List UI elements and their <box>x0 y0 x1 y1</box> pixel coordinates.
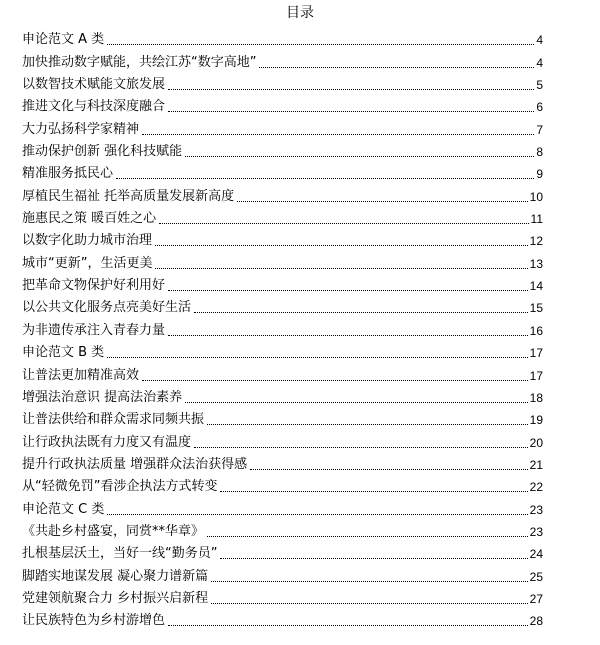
toc-entry-label[interactable]: 党建领航聚合力 乡村振兴启新程 <box>22 590 209 606</box>
toc-list <box>22 26 543 629</box>
toc-entry-label[interactable]: 城市“更新”，生活更美 <box>22 255 153 271</box>
toc-entry-label[interactable]: 《共赴乡村盛宴，同赏**华章》 <box>22 523 205 539</box>
dot-leader <box>155 268 527 269</box>
toc-entry[interactable] <box>22 294 543 316</box>
dot-leader <box>107 44 534 45</box>
toc-entry[interactable] <box>22 361 543 383</box>
dot-leader <box>211 581 528 582</box>
dot-leader <box>220 558 527 559</box>
dot-leader <box>168 335 528 336</box>
dot-leader <box>159 223 528 224</box>
toc-entry-page[interactable]: 11 <box>530 212 543 227</box>
dot-leader <box>155 245 528 246</box>
toc-entry[interactable] <box>22 607 543 629</box>
toc-entry-page[interactable]: 17 <box>529 368 543 383</box>
toc-entry-label[interactable]: 增强法治意识 提高法治素养 <box>22 389 183 405</box>
toc-entry-page[interactable]: 10 <box>529 189 543 204</box>
dot-leader <box>168 290 528 291</box>
dot-leader <box>207 536 528 537</box>
dot-leader <box>194 447 528 448</box>
dot-leader <box>142 134 534 135</box>
toc-entry[interactable] <box>22 115 543 137</box>
toc-entry[interactable] <box>22 138 543 160</box>
toc-entry-page[interactable]: 23 <box>529 524 543 539</box>
dot-leader <box>250 469 528 470</box>
dot-leader <box>194 312 528 313</box>
toc-entry-label[interactable]: 提升行政执法质量 增强群众法治获得感 <box>22 456 248 472</box>
toc-entry[interactable] <box>22 205 543 227</box>
toc-entry-label[interactable]: 加快推动数字赋能，共绘江苏“数字高地” <box>22 54 257 70</box>
toc-entry-page[interactable]: 19 <box>529 413 543 428</box>
dot-leader <box>211 603 528 604</box>
toc-entry-label[interactable]: 申论范文 A 类 <box>22 32 105 48</box>
toc-entry[interactable] <box>22 562 543 584</box>
toc-entry-label[interactable]: 让行政执法既有力度又有温度 <box>22 434 192 450</box>
toc-entry-label[interactable]: 推进文化与科技深度融合 <box>22 99 166 115</box>
toc-entry-label[interactable]: 以数字化助力城市治理 <box>22 233 153 249</box>
toc-entry[interactable] <box>22 473 543 495</box>
dot-leader <box>116 178 534 179</box>
toc-entry[interactable] <box>22 540 543 562</box>
toc-entry-page[interactable]: 4 <box>536 55 543 70</box>
dot-leader <box>107 514 527 515</box>
toc-entry-page[interactable]: 23 <box>529 502 543 517</box>
toc-entry[interactable] <box>22 428 543 450</box>
toc-entry-page[interactable]: 21 <box>529 457 543 472</box>
toc-entry-page[interactable]: 12 <box>529 234 543 249</box>
toc-entry-page[interactable]: 7 <box>536 122 543 137</box>
toc-entry-label[interactable]: 让普法更加精准高效 <box>22 367 140 383</box>
toc-entry[interactable] <box>22 227 543 249</box>
toc-entry-label[interactable]: 厚植民生福祉 托举高质量发展新高度 <box>22 188 235 204</box>
toc-title: 目录 <box>286 5 314 21</box>
toc-entry-page[interactable]: 20 <box>529 435 543 450</box>
toc-entry-page[interactable]: 14 <box>529 279 543 294</box>
toc-entry-label[interactable]: 脚踏实地谋发展 凝心聚力谱新篇 <box>22 568 209 584</box>
toc-entry-page[interactable]: 22 <box>529 480 543 495</box>
toc-entry-label[interactable]: 推动保护创新 强化科技赋能 <box>22 144 183 160</box>
toc-entry-page[interactable]: 6 <box>536 100 543 115</box>
toc-entry-label[interactable]: 施惠民之策 暖百姓之心 <box>22 211 157 227</box>
toc-entry[interactable] <box>22 316 543 338</box>
toc-entry[interactable] <box>22 451 543 473</box>
toc-entry-label[interactable]: 扎根基层沃土，当好一线“勤务员” <box>22 546 218 562</box>
toc-entry-page[interactable]: 9 <box>536 167 543 182</box>
toc-entry-label[interactable]: 以公共文化服务点亮美好生活 <box>22 300 192 316</box>
toc-entry-page[interactable]: 16 <box>529 323 543 338</box>
toc-entry[interactable] <box>22 384 543 406</box>
dot-leader <box>142 380 528 381</box>
toc-entry-page[interactable]: 27 <box>529 591 543 606</box>
toc-entry[interactable] <box>22 406 543 428</box>
toc-entry[interactable] <box>22 585 543 607</box>
toc-entry-page[interactable]: 5 <box>536 78 543 93</box>
toc-entry-page[interactable]: 24 <box>529 547 543 562</box>
toc-entry-label[interactable]: 申论范文 C 类 <box>22 501 105 517</box>
dot-leader <box>168 111 534 112</box>
toc-entry[interactable] <box>22 495 543 517</box>
toc-entry-label[interactable]: 申论范文 B 类 <box>22 345 105 361</box>
toc-entry-page[interactable]: 25 <box>529 569 543 584</box>
dot-leader <box>185 156 534 157</box>
toc-entry-page[interactable]: 15 <box>529 301 543 316</box>
toc-entry[interactable] <box>22 518 543 540</box>
toc-entry-page[interactable]: 8 <box>536 145 543 160</box>
toc-entry[interactable] <box>22 272 543 294</box>
toc-entry-label[interactable]: 以数智技术赋能文旅发展 <box>22 77 166 93</box>
toc-entry-label[interactable]: 把革命文物保护好利用好 <box>22 278 166 294</box>
toc-entry[interactable] <box>22 339 543 361</box>
toc-entry[interactable] <box>22 160 543 182</box>
dot-leader <box>220 491 527 492</box>
dot-leader <box>168 89 534 90</box>
toc-entry[interactable] <box>22 182 543 204</box>
dot-leader <box>207 424 528 425</box>
toc-entry-label[interactable]: 大力弘扬科学家精神 <box>22 121 140 137</box>
toc-entry-page[interactable]: 28 <box>529 614 543 629</box>
toc-entry[interactable] <box>22 48 543 70</box>
toc-entry-label[interactable]: 精准服务抵民心 <box>22 166 114 182</box>
toc-entry-page[interactable]: 17 <box>529 346 543 361</box>
dot-leader <box>168 625 528 626</box>
toc-entry[interactable] <box>22 249 543 271</box>
toc-entry-page[interactable]: 4 <box>536 33 543 48</box>
dot-leader <box>185 402 528 403</box>
toc-entry-label[interactable]: 让普法供给和群众需求同频共振 <box>22 412 205 428</box>
toc-entry-page[interactable]: 18 <box>529 390 543 405</box>
toc-entry-label[interactable]: 为非遗传承注入青春力量 <box>22 322 166 338</box>
toc-entry-label[interactable]: 让民族特色为乡村游增色 <box>22 613 166 629</box>
toc-entry[interactable] <box>22 71 543 93</box>
toc-entry[interactable] <box>22 26 543 48</box>
toc-entry-page[interactable]: 13 <box>529 256 543 271</box>
dot-leader <box>237 201 528 202</box>
toc-entry[interactable] <box>22 93 543 115</box>
dot-leader <box>107 357 527 358</box>
dot-leader <box>259 67 534 68</box>
toc-entry-label[interactable]: 从“轻微免罚”看涉企执法方式转变 <box>22 479 218 495</box>
